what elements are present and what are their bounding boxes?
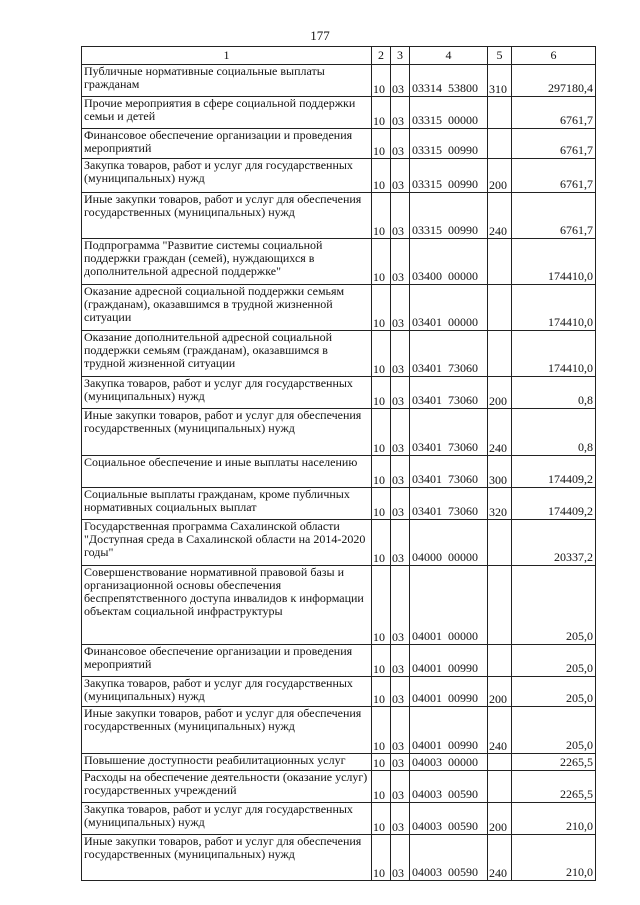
- target-article-cell: 03401 73060: [410, 488, 488, 520]
- table-row: [82, 285, 596, 331]
- subsection-cell: 03: [391, 754, 410, 771]
- table-row: [82, 409, 596, 456]
- expense-type-cell: [488, 331, 512, 377]
- target-article-cell: 03400 00000: [410, 239, 488, 285]
- amount-cell: 20337,2: [512, 520, 596, 566]
- section-cell: 10: [372, 566, 391, 645]
- row-name-cell: Оказание адресной социальной поддержки семьям (гражданам), оказавшимся в трудной жизненной ситуации: [82, 285, 372, 331]
- section-cell: 10: [372, 803, 391, 835]
- row-name-cell: Оказание дополнительной адресной социальной поддержки семьям (гражданам), оказавшимся в трудной жизненной ситуации: [82, 331, 372, 377]
- table-row: [82, 835, 596, 881]
- row-name-cell: Закупка товаров, работ и услуг для государственных (муниципальных) нужд: [82, 159, 372, 193]
- subsection-cell: 03: [391, 285, 410, 331]
- section-cell: 10: [372, 645, 391, 677]
- target-article-cell: 04001 00990: [410, 707, 488, 754]
- target-article-cell: 03315 00990: [410, 159, 488, 193]
- target-article-cell: 04003 00000: [410, 754, 488, 771]
- table-row: [82, 377, 596, 409]
- target-article-cell: 03315 00990: [410, 129, 488, 159]
- amount-cell: 6761,7: [512, 193, 596, 239]
- subsection-cell: 03: [391, 409, 410, 456]
- target-article-cell: 03314 53800: [410, 65, 488, 97]
- expense-type-cell: [488, 129, 512, 159]
- amount-cell: 297180,4: [512, 65, 596, 97]
- row-name-cell: Финансовое обеспечение организации и проведения мероприятий: [82, 129, 372, 159]
- subsection-cell: 03: [391, 456, 410, 488]
- section-cell: 10: [372, 771, 391, 803]
- table-row: [82, 677, 596, 707]
- row-name-cell: Закупка товаров, работ и услуг для государственных (муниципальных) нужд: [82, 677, 372, 707]
- row-name-cell: Совершенствование нормативной правовой базы и организационной основы обеспечения беспрепятственного доступа инвалидов к информации объектам социальной инфраструктуры: [82, 566, 372, 645]
- amount-cell: 174409,2: [512, 456, 596, 488]
- row-name-cell: Иные закупки товаров, работ и услуг для обеспечения государственных (муниципальных) нужд: [82, 193, 372, 239]
- table-row: [82, 129, 596, 159]
- section-cell: 10: [372, 409, 391, 456]
- table-header: [82, 47, 596, 65]
- section-cell: 10: [372, 377, 391, 409]
- header-col-6: 6: [512, 47, 596, 65]
- section-cell: 10: [372, 65, 391, 97]
- target-article-cell: 04001 00990: [410, 677, 488, 707]
- subsection-cell: 03: [391, 193, 410, 239]
- section-cell: 10: [372, 97, 391, 129]
- table-row: [82, 193, 596, 239]
- subsection-cell: 03: [391, 803, 410, 835]
- table-row: [82, 97, 596, 129]
- expense-type-cell: 240: [488, 707, 512, 754]
- target-article-cell: 04000 00000: [410, 520, 488, 566]
- amount-cell: 210,0: [512, 835, 596, 881]
- table-row: [82, 65, 596, 97]
- section-cell: 10: [372, 129, 391, 159]
- expense-type-cell: 320: [488, 488, 512, 520]
- row-name-cell: Прочие мероприятия в сфере социальной поддержки семьи и детей: [82, 97, 372, 129]
- amount-cell: 174410,0: [512, 239, 596, 285]
- section-cell: 10: [372, 193, 391, 239]
- table-row: [82, 645, 596, 677]
- header-col-3: 3: [391, 47, 410, 65]
- subsection-cell: 03: [391, 677, 410, 707]
- row-name-cell: Закупка товаров, работ и услуг для государственных (муниципальных) нужд: [82, 377, 372, 409]
- table-row: [82, 707, 596, 754]
- target-article-cell: 03401 73060: [410, 409, 488, 456]
- expense-type-cell: 200: [488, 803, 512, 835]
- row-name-cell: Социальное обеспечение и иные выплаты населению: [82, 456, 372, 488]
- amount-cell: 205,0: [512, 707, 596, 754]
- section-cell: 10: [372, 456, 391, 488]
- row-name-cell: Подпрограмма "Развитие системы социальной поддержки граждан (семей), нуждающихся в дополнительной адресной поддержке": [82, 239, 372, 285]
- expense-type-cell: [488, 754, 512, 771]
- subsection-cell: 03: [391, 566, 410, 645]
- amount-cell: 174410,0: [512, 331, 596, 377]
- subsection-cell: 03: [391, 707, 410, 754]
- expense-type-cell: [488, 645, 512, 677]
- section-cell: 10: [372, 331, 391, 377]
- table-row: [82, 566, 596, 645]
- row-name-cell: Социальные выплаты гражданам, кроме публичных нормативных социальных выплат: [82, 488, 372, 520]
- expense-type-cell: [488, 771, 512, 803]
- row-name-cell: Финансовое обеспечение организации и проведения мероприятий: [82, 645, 372, 677]
- row-name-cell: Публичные нормативные социальные выплаты гражданам: [82, 65, 372, 97]
- amount-cell: 2265,5: [512, 754, 596, 771]
- row-name-cell: Иные закупки товаров, работ и услуг для обеспечения государственных (муниципальных) нужд: [82, 707, 372, 754]
- amount-cell: 205,0: [512, 566, 596, 645]
- subsection-cell: 03: [391, 239, 410, 285]
- subsection-cell: 03: [391, 65, 410, 97]
- target-article-cell: 03401 73060: [410, 331, 488, 377]
- table-body: [82, 65, 596, 881]
- subsection-cell: 03: [391, 331, 410, 377]
- target-article-cell: 04001 00000: [410, 566, 488, 645]
- table-row: [82, 239, 596, 285]
- section-cell: 10: [372, 520, 391, 566]
- expense-type-cell: [488, 285, 512, 331]
- expense-type-cell: [488, 239, 512, 285]
- subsection-cell: 03: [391, 645, 410, 677]
- target-article-cell: 03401 73060: [410, 377, 488, 409]
- budget-table: [81, 46, 596, 881]
- target-article-cell: 03401 00000: [410, 285, 488, 331]
- target-article-cell: 04001 00990: [410, 645, 488, 677]
- expense-type-cell: 300: [488, 456, 512, 488]
- section-cell: 10: [372, 707, 391, 754]
- expense-type-cell: 310: [488, 65, 512, 97]
- expense-type-cell: [488, 520, 512, 566]
- expense-type-cell: [488, 566, 512, 645]
- amount-cell: 210,0: [512, 803, 596, 835]
- expense-type-cell: 240: [488, 193, 512, 239]
- header-col-1: 1: [82, 47, 372, 65]
- header-row: [82, 47, 596, 65]
- expense-type-cell: [488, 97, 512, 129]
- table-row: [82, 331, 596, 377]
- subsection-cell: 03: [391, 488, 410, 520]
- row-name-cell: Повышение доступности реабилитационных услуг: [82, 754, 372, 771]
- row-name-cell: Иные закупки товаров, работ и услуг для обеспечения государственных (муниципальных) нужд: [82, 835, 372, 881]
- amount-cell: 205,0: [512, 645, 596, 677]
- amount-cell: 0,8: [512, 377, 596, 409]
- subsection-cell: 03: [391, 377, 410, 409]
- header-col-2: 2: [372, 47, 391, 65]
- table-row: [82, 456, 596, 488]
- table-row: [82, 771, 596, 803]
- subsection-cell: 03: [391, 771, 410, 803]
- expense-type-cell: 200: [488, 677, 512, 707]
- amount-cell: 6761,7: [512, 129, 596, 159]
- row-name-cell: Расходы на обеспечение деятельности (оказание услуг) государственных учреждений: [82, 771, 372, 803]
- target-article-cell: 03315 00990: [410, 193, 488, 239]
- target-article-cell: 04003 00590: [410, 771, 488, 803]
- table-row: [82, 520, 596, 566]
- amount-cell: 6761,7: [512, 97, 596, 129]
- section-cell: 10: [372, 488, 391, 520]
- subsection-cell: 03: [391, 97, 410, 129]
- amount-cell: 6761,7: [512, 159, 596, 193]
- target-article-cell: 04003 00590: [410, 803, 488, 835]
- subsection-cell: 03: [391, 520, 410, 566]
- section-cell: 10: [372, 239, 391, 285]
- table-row: [82, 488, 596, 520]
- table-row: [82, 803, 596, 835]
- section-cell: 10: [372, 754, 391, 771]
- subsection-cell: 03: [391, 159, 410, 193]
- expense-type-cell: 200: [488, 377, 512, 409]
- target-article-cell: 03315 00000: [410, 97, 488, 129]
- subsection-cell: 03: [391, 835, 410, 881]
- subsection-cell: 03: [391, 129, 410, 159]
- table-row: [82, 754, 596, 771]
- page-number: 177: [310, 28, 330, 43]
- row-name-cell: Иные закупки товаров, работ и услуг для обеспечения государственных (муниципальных) нужд: [82, 409, 372, 456]
- amount-cell: 174409,2: [512, 488, 596, 520]
- row-name-cell: Закупка товаров, работ и услуг для государственных (муниципальных) нужд: [82, 803, 372, 835]
- header-col-4: 4: [410, 47, 488, 65]
- expense-type-cell: 200: [488, 159, 512, 193]
- amount-cell: 2265,5: [512, 771, 596, 803]
- expense-type-cell: 240: [488, 835, 512, 881]
- target-article-cell: 04003 00590: [410, 835, 488, 881]
- amount-cell: 174410,0: [512, 285, 596, 331]
- section-cell: 10: [372, 677, 391, 707]
- target-article-cell: 03401 73060: [410, 456, 488, 488]
- section-cell: 10: [372, 159, 391, 193]
- amount-cell: 0,8: [512, 409, 596, 456]
- section-cell: 10: [372, 285, 391, 331]
- header-col-5: 5: [488, 47, 512, 65]
- row-name-cell: Государственная программа Сахалинской области "Доступная среда в Сахалинской области на 2014-2020 годы": [82, 520, 372, 566]
- expense-type-cell: 240: [488, 409, 512, 456]
- amount-cell: 205,0: [512, 677, 596, 707]
- table-row: [82, 159, 596, 193]
- section-cell: 10: [372, 835, 391, 881]
